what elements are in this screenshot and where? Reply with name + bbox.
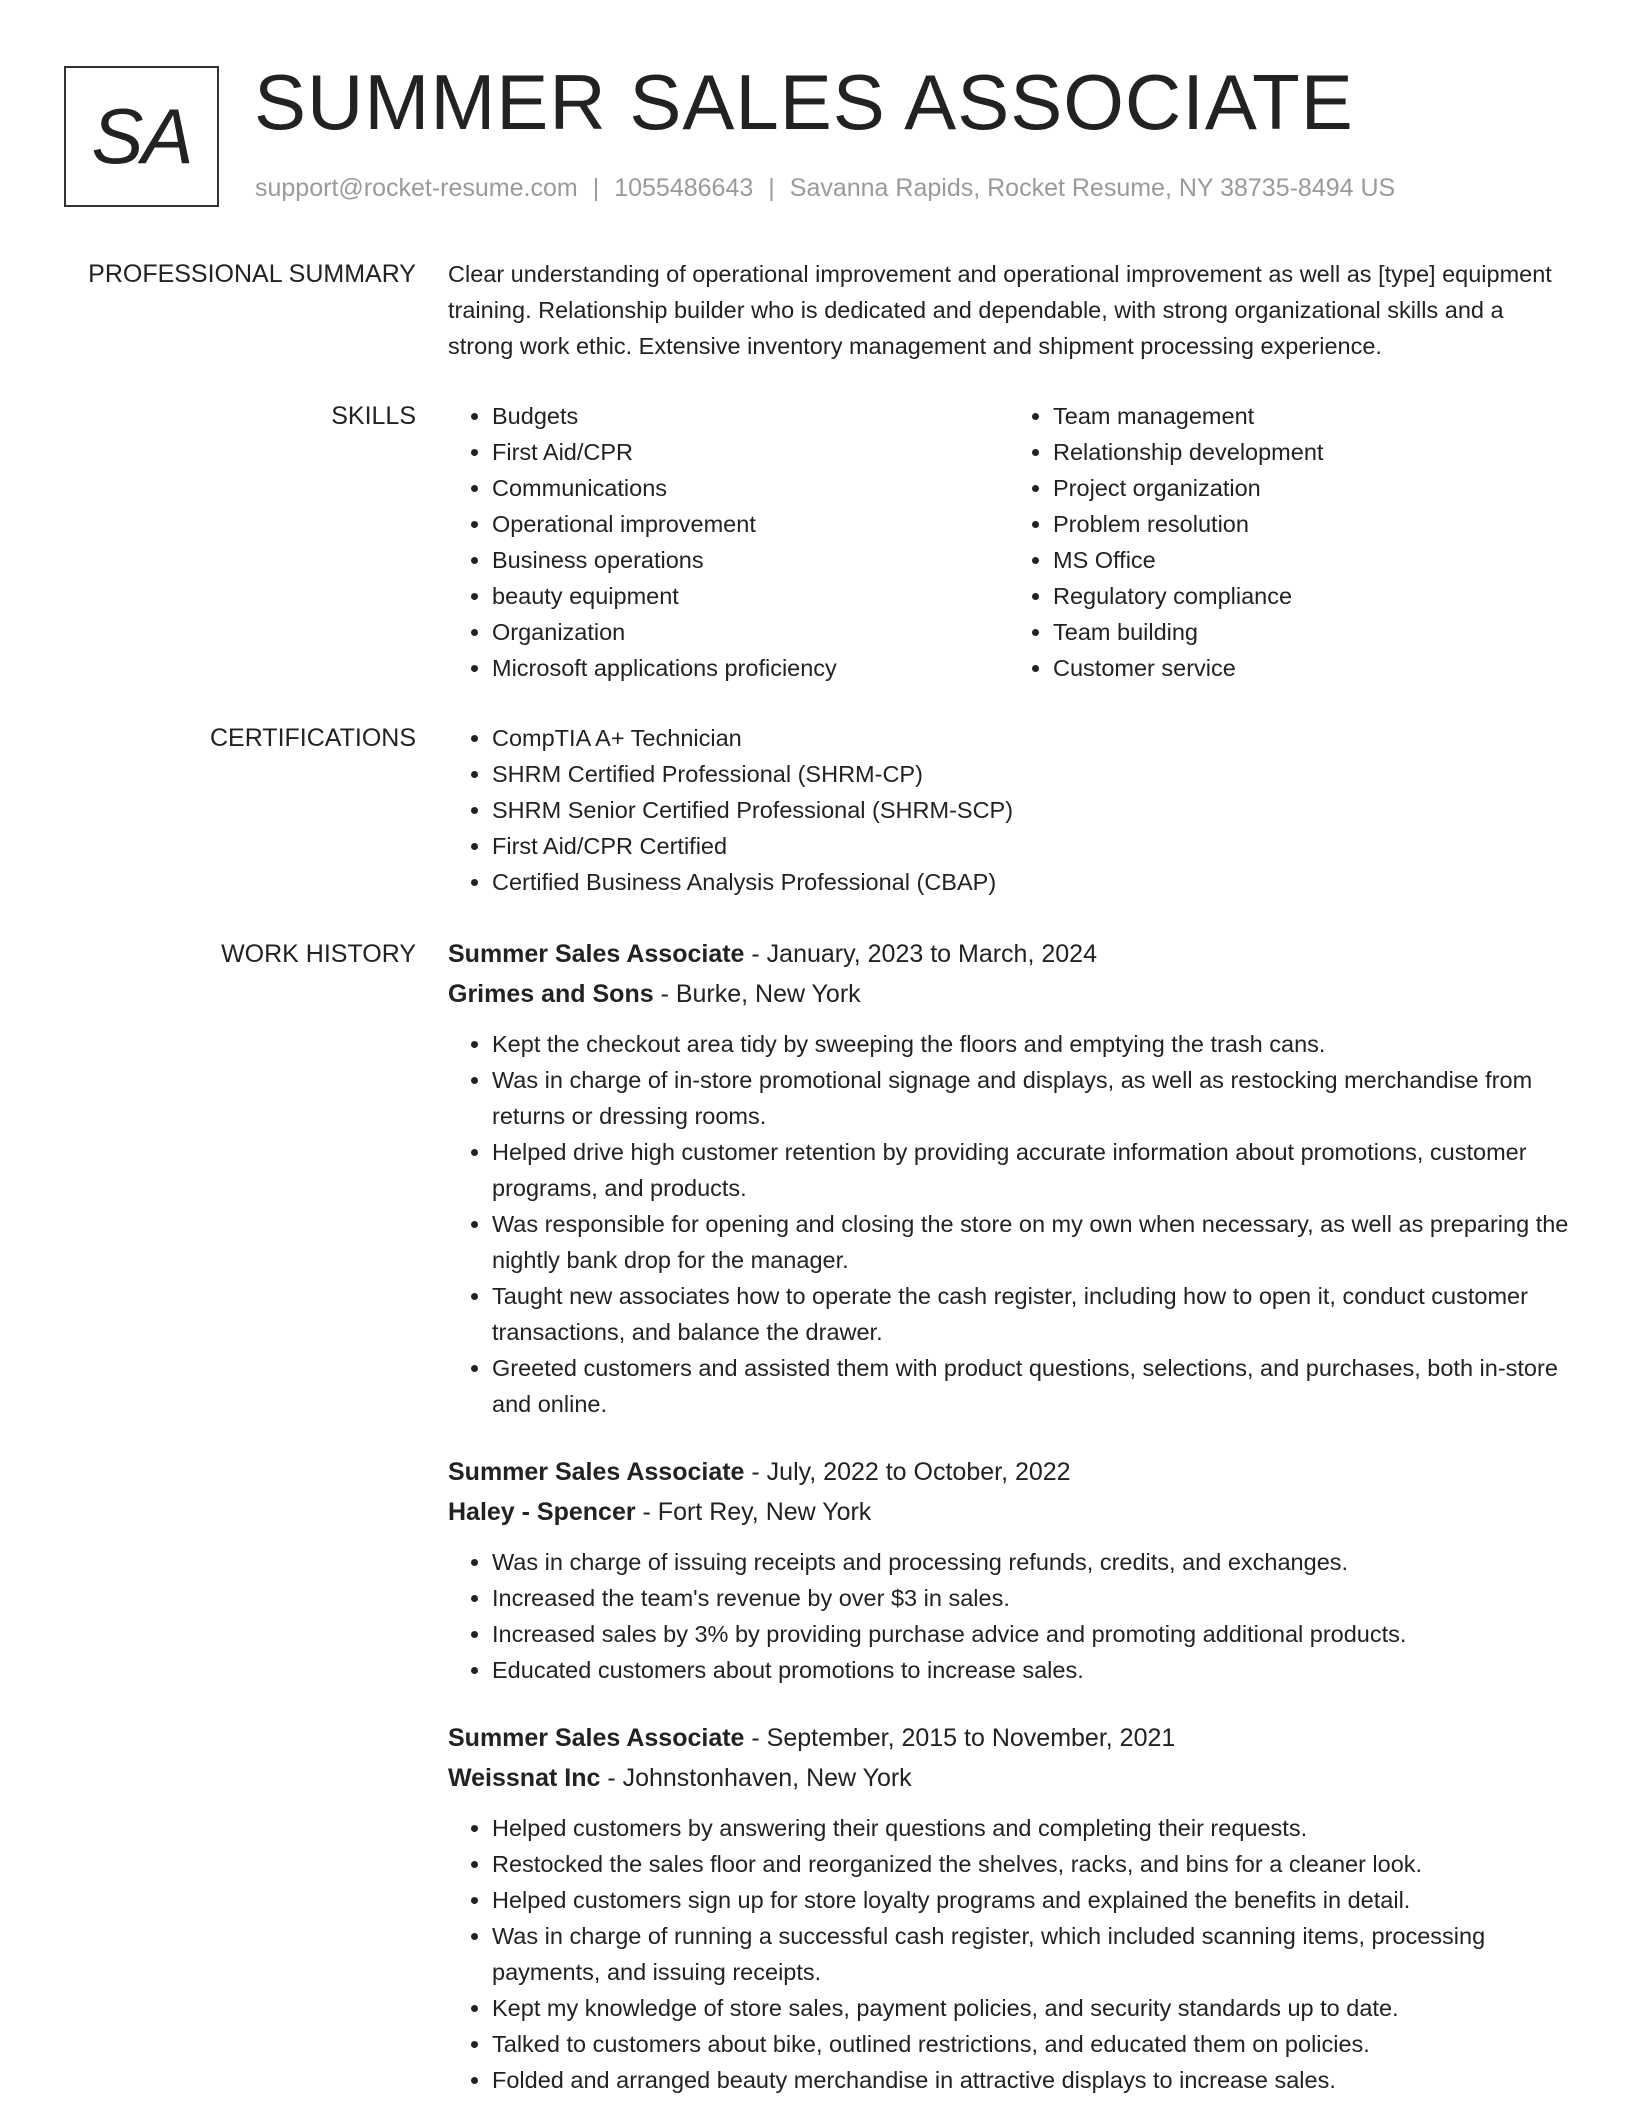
- job-bullet: • Helped customers sign up for store loyalty programs and explained the benefits in detail.: [492, 1882, 1570, 1918]
- skill-item: • Customer service: [1053, 650, 1570, 686]
- certification-item: • CompTIA A+ Technician: [492, 720, 1570, 756]
- skill-item: • Regulatory compliance: [1053, 578, 1570, 614]
- job-dates: - July, 2022 to October, 2022: [744, 1458, 1071, 1486]
- contact-line: [255, 174, 1395, 203]
- summary-text: Clear understanding of operational improvement and operational improvement as well as [type] equipment training. Relationship builder who is dedicated and dependable, with strong organizational skills and a strong work ethic. Extensive inventory management and shipment processing experience.: [448, 261, 1552, 359]
- summary-heading: PROFESSIONAL SUMMARY: [88, 260, 416, 288]
- job-company-line: [448, 1758, 1570, 1798]
- monogram-initials: SA: [91, 92, 192, 180]
- job-bullet: • Talked to customers about bike, outlined restrictions, and educated them on policies.: [492, 2026, 1570, 2062]
- job-bullet: • Restocked the sales floor and reorganized the shelves, racks, and bins for a cleaner look.: [492, 1846, 1570, 1882]
- skill-item: • Budgets: [492, 398, 1009, 434]
- job-dates: - September, 2015 to November, 2021: [744, 1724, 1176, 1752]
- job-entry: [448, 1718, 1570, 2098]
- job-company: Grimes and Sons: [448, 980, 654, 1008]
- job-bullet: • Was in charge of in-store promotional signage and displays, as well as restocking merchandise from returns or dressing rooms.: [492, 1062, 1570, 1134]
- job-location: - Johnstonhaven, New York: [600, 1764, 912, 1792]
- job-bullet: • Was responsible for opening and closing the store on my own when necessary, as well as preparing the nightly bank drop for the manager.: [492, 1206, 1570, 1278]
- certification-item: • SHRM Senior Certified Professional (SHRM-SCP): [492, 792, 1570, 828]
- job-company: Haley - Spencer: [448, 1498, 636, 1526]
- skill-item: • First Aid/CPR: [492, 434, 1009, 470]
- job-title: Summer Sales Associate: [448, 1458, 745, 1486]
- job-title-line: [448, 1718, 1570, 1758]
- job-entry: [448, 1452, 1570, 1688]
- resume-name: SUMMER SALES ASSOCIATE: [254, 58, 1354, 146]
- job-dates: - January, 2023 to March, 2024: [744, 940, 1097, 968]
- skill-item: • Team building: [1053, 614, 1570, 650]
- certifications-body: [448, 720, 1570, 900]
- job-bullet: • Educated customers about promotions to increase sales.: [492, 1652, 1570, 1688]
- skill-item: • Project organization: [1053, 470, 1570, 506]
- skill-item: • Business operations: [492, 542, 1009, 578]
- job-company-line: [448, 1492, 1570, 1532]
- skill-item: • beauty equipment: [492, 578, 1009, 614]
- skill-item: • MS Office: [1053, 542, 1570, 578]
- certification-item: • Certified Business Analysis Professional (CBAP): [492, 864, 1570, 900]
- skill-item: • Microsoft applications proficiency: [492, 650, 1009, 686]
- job-bullets: [448, 1544, 1570, 1688]
- skill-item: • Communications: [492, 470, 1009, 506]
- skills-list-right: [1009, 398, 1570, 686]
- contact-separator: |: [592, 174, 600, 202]
- skill-item: • Relationship development: [1053, 434, 1570, 470]
- job-bullets: [448, 1026, 1570, 1422]
- monogram-logo: [64, 66, 219, 207]
- job-bullet: • Helped customers by answering their questions and completing their requests.: [492, 1810, 1570, 1846]
- certifications-list: [448, 720, 1570, 900]
- skill-item: • Problem resolution: [1053, 506, 1570, 542]
- job-company-line: [448, 974, 1570, 1014]
- summary-body: [448, 256, 1570, 364]
- job-bullet: • Kept the checkout area tidy by sweeping the floors and emptying the trash cans.: [492, 1026, 1570, 1062]
- job-location: - Burke, New York: [653, 980, 861, 1008]
- skill-item: • Team management: [1053, 398, 1570, 434]
- job-bullet: • Folded and arranged beauty merchandise in attractive displays to increase sales.: [492, 2062, 1570, 2098]
- skills-heading: SKILLS: [331, 402, 416, 430]
- certification-item: • First Aid/CPR Certified: [492, 828, 1570, 864]
- certification-item: • SHRM Certified Professional (SHRM-CP): [492, 756, 1570, 792]
- certifications-heading: CERTIFICATIONS: [209, 724, 416, 752]
- contact-email: support@rocket-resume.com: [255, 174, 578, 202]
- job-bullet: • Kept my knowledge of store sales, payment policies, and security standards up to date.: [492, 1990, 1570, 2026]
- work-history-heading: WORK HISTORY: [221, 940, 416, 968]
- job-location: - Fort Rey, New York: [635, 1498, 872, 1526]
- skills-list-left: [448, 398, 1009, 686]
- job-title: Summer Sales Associate: [448, 1724, 745, 1752]
- job-bullets: [448, 1810, 1570, 2098]
- job-bullet: • Greeted customers and assisted them with product questions, selections, and purchases, both in-store and online.: [492, 1350, 1570, 1422]
- skills-body: [448, 398, 1570, 686]
- job-bullet: • Was in charge of running a successful cash register, which included scanning items, processing payments, and issuing receipts.: [492, 1918, 1570, 1990]
- contact-phone: 1055486643: [614, 174, 754, 202]
- job-entry: [448, 934, 1570, 1422]
- job-bullet: • Increased the team's revenue by over $3 in sales.: [492, 1580, 1570, 1616]
- job-company: Weissnat Inc: [448, 1764, 601, 1792]
- contact-separator: |: [768, 174, 775, 202]
- job-bullet: • Was in charge of issuing receipts and processing refunds, credits, and exchanges.: [492, 1544, 1570, 1580]
- job-title-line: [448, 934, 1570, 974]
- job-title: Summer Sales Associate: [448, 940, 745, 968]
- job-bullet: • Helped drive high customer retention by providing accurate information about promotions, customer programs, and products.: [492, 1134, 1570, 1206]
- job-title-line: [448, 1452, 1570, 1492]
- job-bullet: • Taught new associates how to operate the cash register, including how to open it, conduct customer transactions, and balance the drawer.: [492, 1278, 1570, 1350]
- skill-item: • Organization: [492, 614, 1009, 650]
- work-history-body: [448, 934, 1570, 2128]
- job-bullet: • Increased sales by 3% by providing purchase advice and promoting additional products.: [492, 1616, 1570, 1652]
- skill-item: • Operational improvement: [492, 506, 1009, 542]
- contact-address: Savanna Rapids, Rocket Resume, NY 38735-8494 US: [789, 174, 1396, 202]
